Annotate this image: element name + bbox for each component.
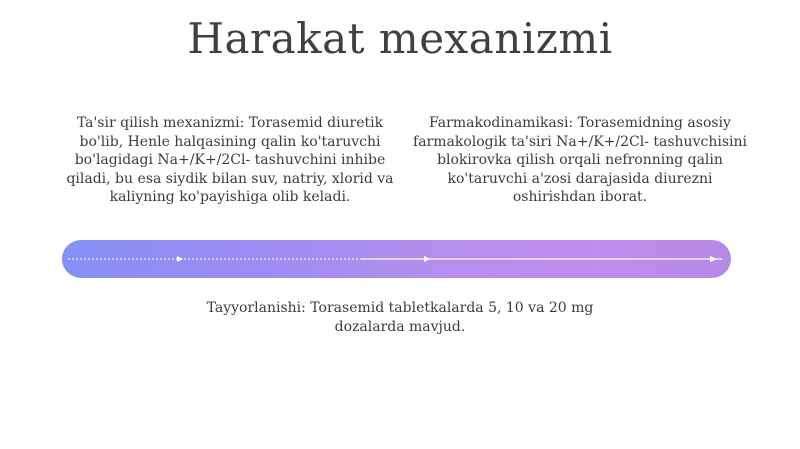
pharmacodynamics-text: Farmakodinamikasi: Torasemidning asosiy farmakologik ta'siri Na+/K+/2Cl- tashuvchisini blokirovka qilish orqali nefronning qalin ko'taruvchi a'zosi darajasida diurezni oshirishdan iborat. (413, 115, 747, 206)
timeline-arrow-line (62, 240, 731, 278)
arrow-head-1-icon (177, 256, 183, 262)
mechanism-text: Ta'sir qilish mexanizmi: Torasemid diuretik bo'lib, Henle halqasining qalin ko'taruvchi bo'lagidagi Na+/K+/2Cl- tashuvchini inhibe qiladi, bu esa siydik bilan suv, natriy, xlorid va kaliyning ko'payishiga olib keladi. (66, 115, 394, 206)
page-title: Harakat mexanizmi (187, 14, 613, 63)
arrow-head-2-icon (424, 256, 430, 262)
timeline-bar (62, 240, 731, 278)
preparation-text: Tayyorlanishi: Torasemid tabletkalarda 5, 10 va 20 mg dozalarda mavjud. (206, 300, 594, 335)
arrow-head-3-icon (710, 256, 717, 262)
